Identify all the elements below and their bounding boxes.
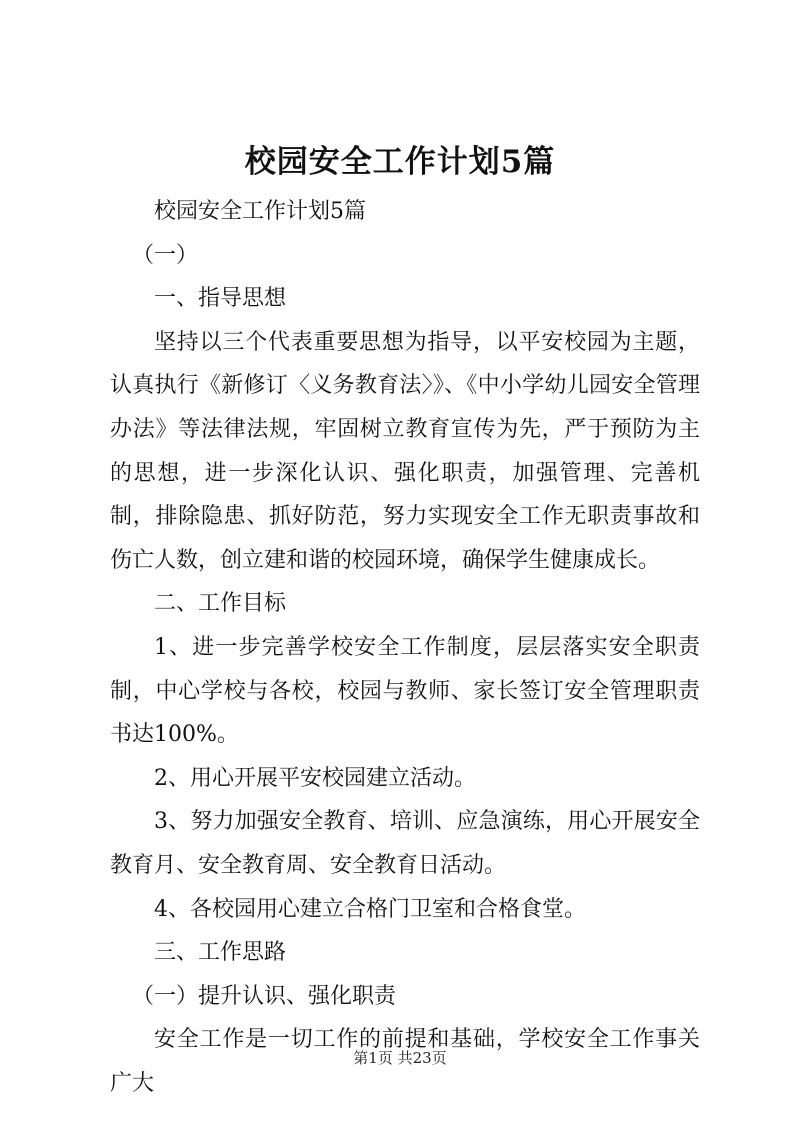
paragraph-section-number: （一）	[132, 242, 199, 268]
page-footer: 第1页 共23页	[353, 1049, 447, 1067]
heading-guiding-thought: 一、指导思想	[154, 286, 287, 312]
paragraph-goal-1: 1、进一步完善学校安全工作制度，层层落实安全职责制，中心学校与各校，校园与教师、家长签订安全管理职责书达100%。	[110, 634, 700, 748]
paragraph-goal-3: 3、努力加强安全教育、培训、应急演练，用心开展安全教育月、安全教育周、安全教育日活动。	[110, 809, 700, 878]
paragraph-subtitle: 校园安全工作计划5篇	[154, 199, 366, 224]
paragraph-safety-foundation: 安全工作是一切工作的前提和基础，学校安全工作事关广大	[110, 1027, 700, 1096]
document-title: 校园安全工作计划5篇	[244, 144, 556, 180]
subheading-raise-awareness: （一）提升认识、强化职责	[132, 983, 397, 1009]
paragraph-goal-4: 4、各校园用心建立合格门卫室和合格食堂。	[154, 896, 586, 922]
heading-work-approach: 三、工作思路	[154, 940, 287, 966]
paragraph-goal-2: 2、用心开展平安校园建立活动。	[154, 765, 476, 791]
paragraph-guiding-thought: 坚持以三个代表重要思想为指导，以平安校园为主题，认真执行《新修订〈义务教育法〉》、《中小学幼儿园安全管理办法》等法律法规，牢固树立教育宣传为先，严于预防为主的思想，进一步深化认识、强化职责，加强管理、完善机制，排除隐患、抓好防范，努力实现安全工作无职责事故和伤亡人数，创立建和谐的校园环境，确保学生健康成长。	[110, 329, 700, 573]
document-body	[110, 190, 700, 1105]
heading-work-goals: 二、工作目标	[154, 591, 287, 617]
